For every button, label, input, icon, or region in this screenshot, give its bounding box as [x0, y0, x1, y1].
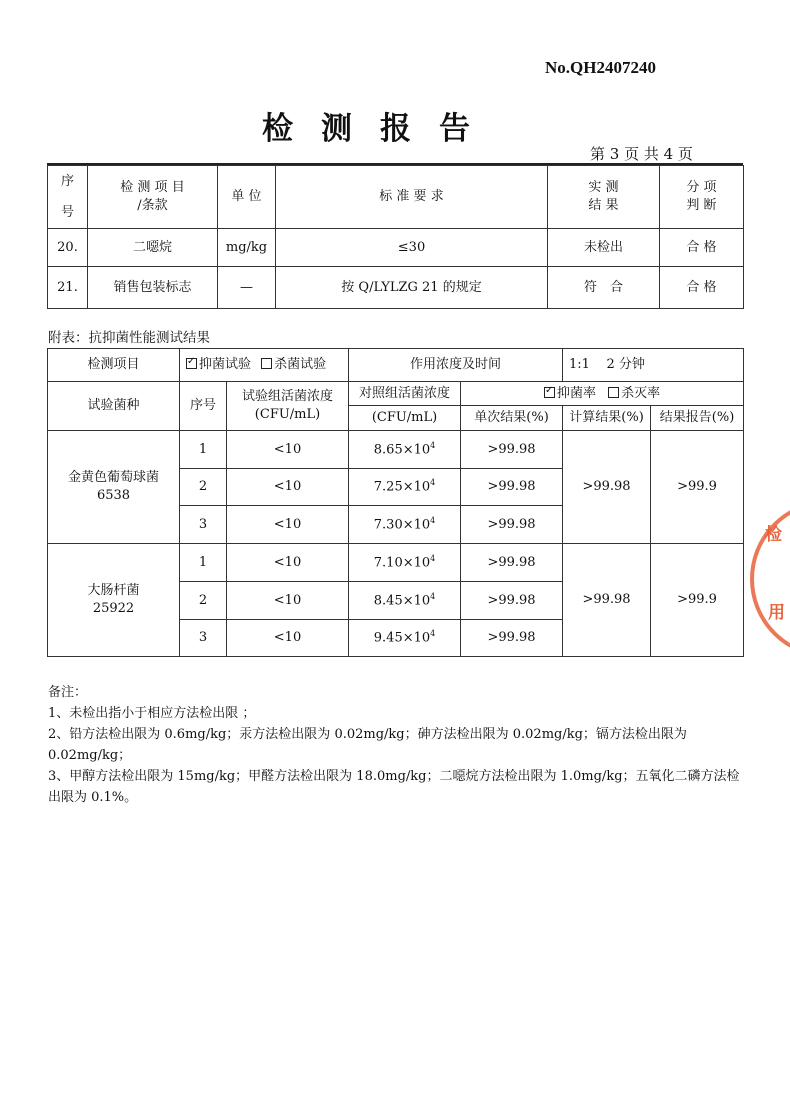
header-requirement: 标 准 要 求: [276, 166, 548, 229]
seal-text: 检: [765, 525, 782, 545]
table-row: [48, 544, 744, 582]
row-test: <10: [227, 620, 349, 657]
row-unit: —: [218, 267, 276, 309]
page-title: 检测报告: [262, 111, 498, 147]
row-seq: 3: [180, 620, 227, 657]
row-single: >99.98: [461, 544, 563, 582]
row-requirement: ≤30: [276, 229, 548, 267]
row-result: 未检出: [548, 229, 660, 267]
row-seq: 2: [180, 469, 227, 506]
group-calc: >99.98: [563, 431, 651, 544]
group-report: >99.9: [651, 544, 744, 657]
test-item-label: 检测项目: [48, 349, 180, 382]
table-row: [48, 267, 744, 309]
strain-name: 金黄色葡萄球菌 6538: [48, 431, 180, 544]
opt-kill-rate: 杀灭率: [621, 385, 661, 401]
row-control: $7.30\times 10^4$: [349, 506, 461, 544]
table-header-row: [48, 382, 744, 406]
row-test: <10: [227, 544, 349, 582]
row-control: $8.45\times 10^4$: [349, 582, 461, 620]
row-result: 符 合: [548, 267, 660, 309]
row-judgement: 合 格: [660, 229, 744, 267]
header-seq: 序 号: [48, 166, 88, 229]
test-item-row: [48, 349, 744, 382]
group-report: >99.9: [651, 431, 744, 544]
opt-inhibition-rate: 抑菌率: [556, 385, 596, 401]
row-single: >99.98: [461, 582, 563, 620]
concentration-value: 1:1 2 分钟: [563, 349, 744, 382]
row-requirement: 按 Q/LYLZG 21 的规定: [276, 267, 548, 309]
row-test: <10: [227, 506, 349, 544]
test-results-table: [47, 165, 744, 309]
header-judgement: 分 项 判 断: [660, 166, 744, 229]
header-test-conc: 试验组活菌浓度 (CFU/mL): [227, 382, 349, 431]
row-single: >99.98: [461, 431, 563, 469]
header-strain: 试验菌种: [48, 382, 180, 431]
row-item: 销售包装标志: [88, 267, 218, 309]
row-seq: 1: [180, 544, 227, 582]
row-test: <10: [227, 582, 349, 620]
row-seq: 3: [180, 506, 227, 544]
row-control: $9.45\times 10^4$: [349, 620, 461, 657]
row-control: $8.65\times 10^4$: [349, 431, 461, 469]
strain-name: 大肠杆菌 25922: [48, 544, 180, 657]
group-calc: >99.98: [563, 544, 651, 657]
table-header-row: [48, 166, 744, 229]
note-line: 2、铅方法检出限为 0.6mg/kg；汞方法检出限为 0.02mg/kg；砷方法检出限为 0.02mg/kg；镉方法检出限为 0.02mg/kg；: [48, 727, 687, 763]
table-row: [48, 229, 744, 267]
row-control: $7.10\times 10^4$: [349, 544, 461, 582]
row-control: $7.25\times 10^4$: [349, 469, 461, 506]
unchecked-box-icon: [261, 358, 272, 369]
appendix-title: 附表：抗抑菌性能测试结果: [48, 330, 210, 346]
concentration-label: 作用浓度及时间: [349, 349, 563, 382]
seal-text: 用: [768, 603, 785, 623]
row-single: >99.98: [461, 620, 563, 657]
row-unit: mg/kg: [218, 229, 276, 267]
page-info: 第 3 页 共 4 页: [590, 145, 693, 163]
row-single: >99.98: [461, 506, 563, 544]
opt-bacteriostatic: 抑菌试验: [199, 357, 252, 373]
header-unit: 单 位: [218, 166, 276, 229]
unchecked-box-icon: [608, 387, 619, 398]
row-seq: 1: [180, 431, 227, 469]
row-seq: 21.: [48, 267, 88, 309]
note-line: 1、未检出指小于相应方法检出限 ；: [48, 706, 256, 721]
rate-options: [461, 382, 744, 406]
notes-title: 备注：: [48, 685, 88, 700]
row-single: >99.98: [461, 469, 563, 506]
opt-bactericidal: 杀菌试验: [274, 357, 327, 373]
header-item: 检 测 项 目 /条款: [88, 166, 218, 229]
header-report: 结果报告(%): [651, 406, 744, 431]
row-judgement: 合 格: [660, 267, 744, 309]
header-control-conc: 对照组活菌浓度: [349, 382, 461, 406]
header-control-unit: (CFU/mL): [349, 406, 461, 431]
header-result: 实 测 结 果: [548, 166, 660, 229]
row-item: 二噁烷: [88, 229, 218, 267]
table-row: [48, 431, 744, 469]
notes: [48, 682, 748, 808]
row-seq: 2: [180, 582, 227, 620]
antibacterial-table: [47, 348, 744, 657]
test-type-options: [180, 349, 349, 382]
row-test: <10: [227, 431, 349, 469]
row-test: <10: [227, 469, 349, 506]
report-number: No.QH2407240: [545, 58, 656, 77]
header-seq: 序号: [180, 382, 227, 431]
row-seq: 20.: [48, 229, 88, 267]
header-single: 单次结果(%): [461, 406, 563, 431]
note-line: 3、甲醇方法检出限为 15mg/kg；甲醛方法检出限为 18.0mg/kg；二噁烷方法检出限为 1.0mg/kg；五氧化二磷方法检出限为 0.1%。: [48, 769, 740, 805]
checked-box-icon: [186, 358, 197, 369]
header-calc: 计算结果(%): [563, 406, 651, 431]
checked-box-icon: [544, 387, 555, 398]
